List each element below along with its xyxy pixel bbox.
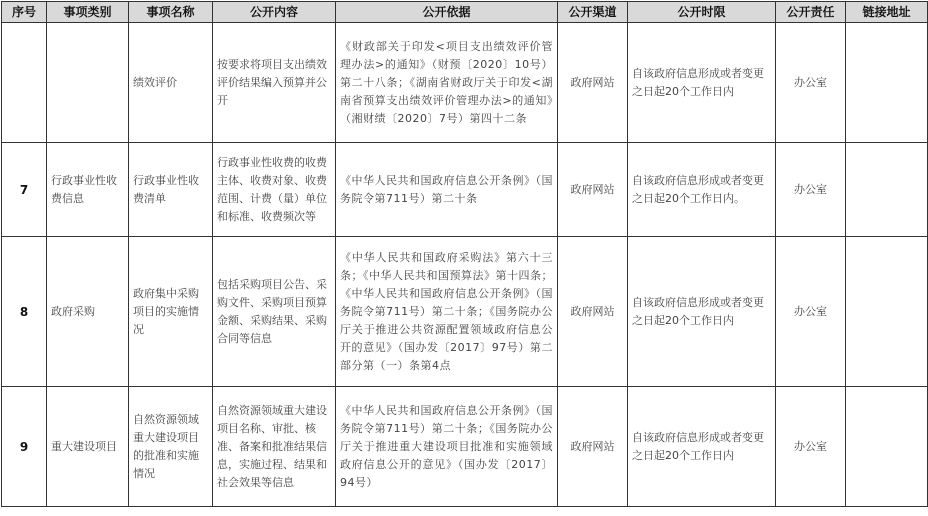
cell-content: 自然资源领域重大建设项目名称、审批、核准、备案和批准结果信息，实施过程、结果和社会效果等信息 (213, 387, 336, 507)
cell-content: 包括采购项目公告、采购文件、采购项目预算金额、采购结果、采购合同等信息 (213, 237, 336, 387)
cell-name: 政府集中采购项目的实施情况 (129, 237, 213, 387)
cell-name: 行政事业性收费清单 (129, 143, 213, 237)
cell-content: 按要求将项目支出绩效评价结果编入预算并公开 (213, 23, 336, 143)
cell-seq: 8 (2, 237, 47, 387)
cell-seq: 9 (2, 387, 47, 507)
cell-basis: 《中华人民共和国政府信息公开条例》（国务院令第711号）第二十条；《国务院办公厅关于推进重大建设项目批准和实施领域政府信息公开的意见》（国办发〔2017〕94号） (336, 387, 558, 507)
header-responsible: 公开责任 (776, 2, 846, 23)
header-basis: 公开依据 (336, 2, 558, 23)
table-row (2, 237, 928, 387)
cell-category: 重大建设项目 (47, 387, 129, 507)
header-timelimit: 公开时限 (628, 2, 776, 23)
cell-responsible: 办公室 (776, 143, 846, 237)
cell-content: 行政事业性收费的收费主体、收费对象、收费范围、计费（量）单位和标准、收费频次等 (213, 143, 336, 237)
cell-responsible: 办公室 (776, 237, 846, 387)
header-channel: 公开渠道 (558, 2, 628, 23)
cell-channel: 政府网站 (558, 237, 628, 387)
cell-channel: 政府网站 (558, 143, 628, 237)
cell-seq: 7 (2, 143, 47, 237)
cell-category: 行政事业性收费信息 (47, 143, 129, 237)
cell-category (47, 23, 129, 143)
header-category: 事项类别 (47, 2, 129, 23)
cell-timelimit: 自该政府信息形成或者变更之日起20个工作日内 (628, 387, 776, 507)
cell-link (846, 387, 928, 507)
cell-timelimit: 自该政府信息形成或者变更之日起20个工作日内 (628, 23, 776, 143)
header-name: 事项名称 (129, 2, 213, 23)
table-row (2, 23, 928, 143)
cell-timelimit: 自该政府信息形成或者变更之日起20个工作日内 (628, 237, 776, 387)
table-row (2, 387, 928, 507)
table-row (2, 143, 928, 237)
cell-basis: 《中华人民共和国政府信息公开条例》（国务院令第711号）第二十条 (336, 143, 558, 237)
cell-channel: 政府网站 (558, 23, 628, 143)
cell-channel: 政府网站 (558, 387, 628, 507)
cell-seq (2, 23, 47, 143)
cell-responsible: 办公室 (776, 387, 846, 507)
header-row (2, 2, 928, 23)
cell-timelimit: 自该政府信息形成或者变更之日起20个工作日内。 (628, 143, 776, 237)
cell-basis: 《中华人民共和国政府采购法》第六十三条；《中华人民共和国预算法》第十四条；《中华人民共和国政府信息公开条例》（国务院令第711号）第二十条；《国务院办公厅关于推进公共资源配置领域政府信息公开的意见》（国办发〔2017〕97号）第二部分第（一）条第4点 (336, 237, 558, 387)
cell-responsible: 办公室 (776, 23, 846, 143)
cell-link (846, 237, 928, 387)
cell-category: 政府采购 (47, 237, 129, 387)
header-seq: 序号 (2, 2, 47, 23)
disclosure-table (1, 1, 928, 507)
cell-name: 自然资源领域重大建设项目的批准和实施情况 (129, 387, 213, 507)
cell-basis: 《财政部关于印发<项目支出绩效评价管理办法>的通知》（财预〔2020〕10号）第二十八条；《湖南省财政厅关于印发<湖南省预算支出绩效评价管理办法>的通知》（湘财绩〔2020〕7号）第四十二条 (336, 23, 558, 143)
header-link: 链接地址 (846, 2, 928, 23)
header-content: 公开内容 (213, 2, 336, 23)
cell-link (846, 143, 928, 237)
cell-name: 绩效评价 (129, 23, 213, 143)
cell-link (846, 23, 928, 143)
